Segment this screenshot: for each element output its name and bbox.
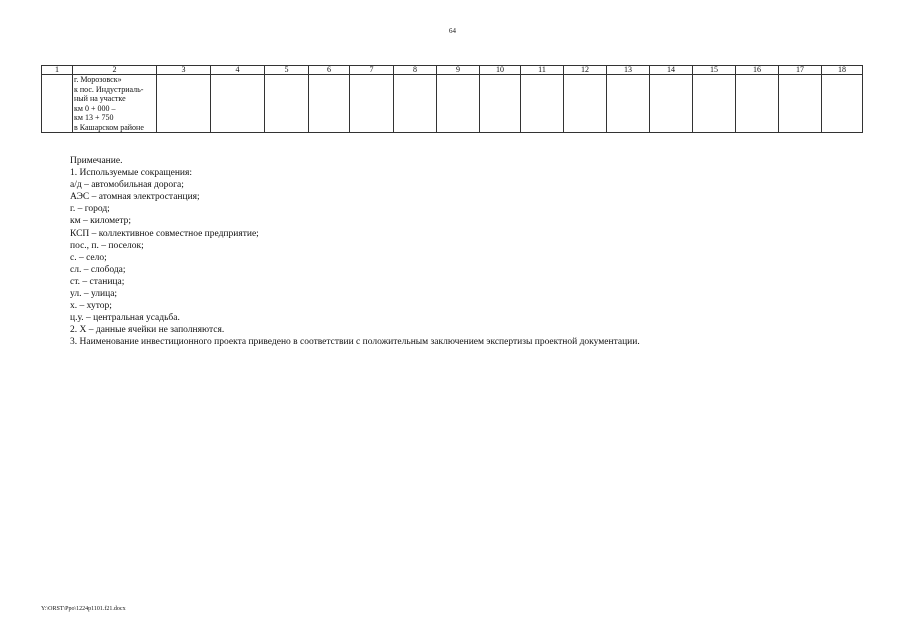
footer-file-path: Y:\ORST\Ppo\1224p1101.f21.docx	[41, 606, 126, 612]
table-cell	[394, 75, 437, 133]
column-header: 16	[736, 66, 779, 75]
table-cell: г. Морозовск» к пос. Индустриаль- ный на участке км 0 + 000 – км 13 + 750 в Кашарском районе	[73, 75, 157, 133]
column-header: 1	[42, 66, 73, 75]
note-line: км – километр;	[70, 216, 132, 227]
table-cell	[564, 75, 607, 133]
column-header: 18	[822, 66, 863, 75]
column-header: 12	[564, 66, 607, 75]
note-line: АЭС – атомная электростанция;	[70, 192, 200, 203]
column-header: 5	[265, 66, 309, 75]
column-header: 13	[607, 66, 650, 75]
column-header: 14	[650, 66, 693, 75]
column-header: 3	[157, 66, 211, 75]
data-table	[41, 65, 863, 133]
table-header-row	[42, 66, 863, 75]
column-header: 17	[779, 66, 822, 75]
column-header: 7	[350, 66, 394, 75]
column-header: 8	[394, 66, 437, 75]
table-cell	[211, 75, 265, 133]
note-line: ул. – улица;	[70, 289, 118, 300]
table-cell	[650, 75, 693, 133]
note-line: пос., п. – поселок;	[70, 240, 144, 251]
note-line: КСП – коллективное совместное предприятие;	[70, 228, 259, 239]
page-number: 64	[449, 27, 456, 35]
table-cell	[822, 75, 863, 133]
note-line: 1. Используемые сокращения:	[70, 168, 192, 179]
column-header: 2	[73, 66, 157, 75]
table-cell	[157, 75, 211, 133]
column-header: 4	[211, 66, 265, 75]
table-cell	[607, 75, 650, 133]
notes-list	[70, 167, 870, 348]
table-row	[42, 75, 863, 133]
table-cell	[736, 75, 779, 133]
note-line: с. – село;	[70, 252, 107, 263]
column-header: 9	[437, 66, 480, 75]
note-line: г. – город;	[70, 204, 110, 215]
note-line: ст. – станица;	[70, 276, 125, 287]
table-cell	[350, 75, 394, 133]
column-header: 10	[480, 66, 521, 75]
column-header: 15	[693, 66, 736, 75]
table-cell	[265, 75, 309, 133]
column-header: 6	[309, 66, 350, 75]
column-header: 11	[521, 66, 564, 75]
notes-section	[70, 155, 870, 349]
table-cell	[693, 75, 736, 133]
notes-title: Примечание.	[70, 156, 123, 166]
table-cell	[309, 75, 350, 133]
note-line: 3. Наименование инвестиционного проекта приведено в соответствии с положительным заключением экспертизы проектной документации.	[70, 337, 640, 348]
table-cell	[480, 75, 521, 133]
note-line: а/д – автомобильная дорога;	[70, 180, 184, 191]
note-line: ц.у. – центральная усадьба.	[70, 313, 180, 324]
note-line: х. – хутор;	[70, 301, 112, 312]
table-cell	[521, 75, 564, 133]
table-cell	[437, 75, 480, 133]
table-cell	[779, 75, 822, 133]
table-cell	[42, 75, 73, 133]
note-line: сл. – слобода;	[70, 264, 126, 275]
note-line: 2. Х – данные ячейки не заполняются.	[70, 325, 225, 336]
